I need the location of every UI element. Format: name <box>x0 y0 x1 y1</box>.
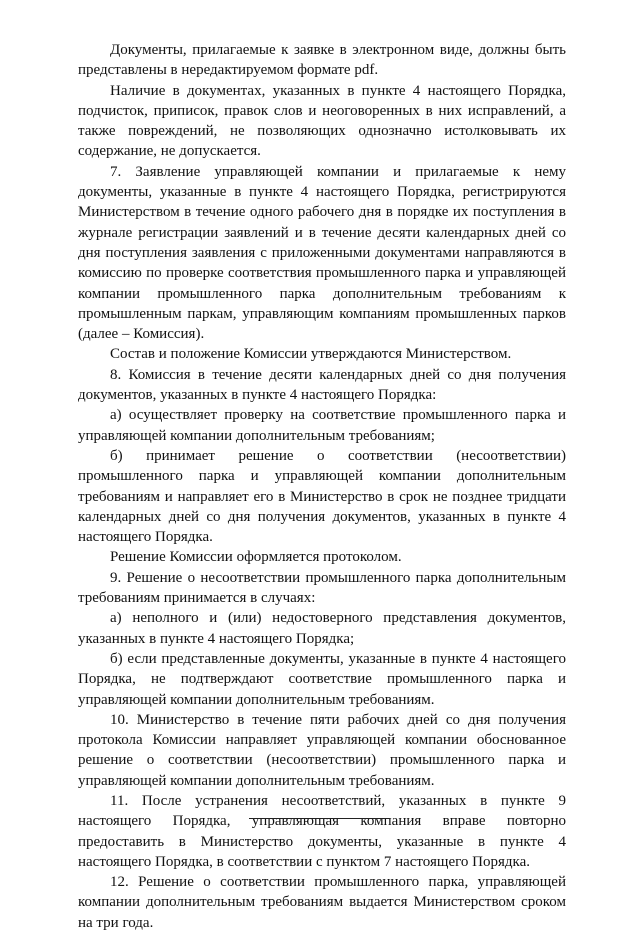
paragraph-8: 8. Комиссия в течение десяти календарных дней со дня получения документов, указанных в пункте 4 настоящего Порядка: <box>78 366 566 404</box>
paragraph-12: 12. Решение о соответствии промышленного парка, управляющей компании дополнительным требованиям выдается Министерством сроком на три года. <box>78 874 566 931</box>
paragraph-9: 9. Решение о несоответствии промышленного парка дополнительным требованиям принимается в случаях: <box>78 569 566 607</box>
document-body <box>78 40 566 933</box>
paragraph-8b: б) принимает решение о соответствии (несоответствии) промышленного парка и управляющей компании дополнительным требованиям и направляет его в Министерство в срок не позднее тридцати календарных дней со дня получения документов, указанных в пункте 4 настоящего Порядка. <box>78 447 566 546</box>
paragraph-corrections: Наличие в документах, указанных в пункте 4 настоящего Порядка, подчисток, приписок, правок слов и неоговоренных в них исправлений, а также повреждений, не позволяющих однозначно истолковывать их содержание, не допускается. <box>78 82 566 160</box>
paragraph-8a: а) осуществляет проверку на соответствие промышленного парка и управляющей компании дополнительным требованиям; <box>78 407 566 444</box>
paragraph-9a: а) неполного и (или) недостоверного представления документов, указанных в пункте 4 настоящего Порядка; <box>78 610 566 647</box>
paragraph-7: 7. Заявление управляющей компании и прилагаемые к нему документы, указанные в пункте 4 настоящего Порядка, регистрируются Министерством в течение одного рабочего дня в порядке их поступления в журнале регистрации заявлений и в течение десяти календарных дней со дня поступления заявления с приложенными документами направляются в комиссию по проверке соответствия промышленного парка и управляющей компании промышленного парка дополнительным требованиям к промышленным паркам, управляющим компаниям промышленных парков (далее – Комиссия). <box>78 163 566 343</box>
paragraph-pdf-format: Документы, прилагаемые к заявке в электронном виде, должны быть представлены в нередактируемом формате pdf. <box>78 42 566 79</box>
paragraph-11: 11. После устранения несоответствий, указанных в пункте 9 настоящего Порядка, управляющая компания вправе повторно предоставить в Министерство документы, указанные в пункте 4 настоящего Порядка, в соответствии с пунктом 7 настоящего Порядка. <box>78 792 566 870</box>
paragraph-10: 10. Министерство в течение пяти рабочих дней со дня получения протокола Комиссии направляет управляющей компании обоснованное решение о соответствии (несоответствии) промышленного парка и управляющей компании дополнительным требованиям. <box>78 711 566 789</box>
paragraph-protocol: Решение Комиссии оформляется протоколом. <box>110 549 402 566</box>
paragraph-commission-composition: Состав и положение Комиссии утверждаются Министерством. <box>110 346 512 363</box>
end-divider <box>249 818 389 819</box>
paragraph-9b: б) если представленные документы, указанные в пункте 4 настоящего Порядка, не подтверждают соответствие промышленного парка и управляющей компании дополнительным требованиям. <box>78 650 566 708</box>
